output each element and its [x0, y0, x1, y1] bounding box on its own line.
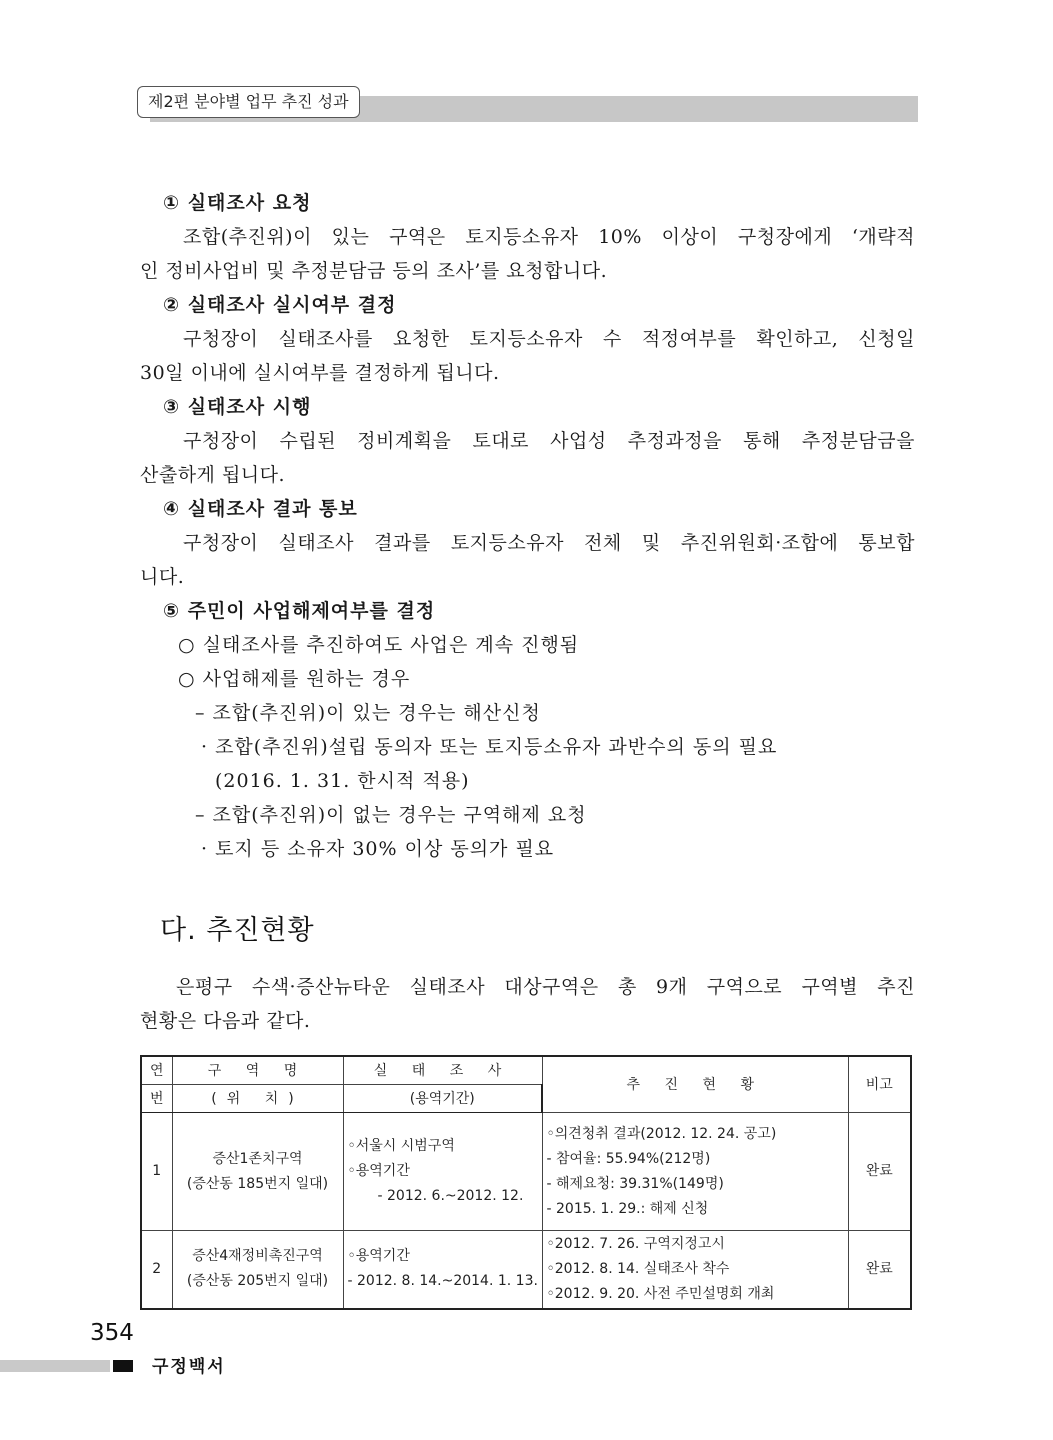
remarks-cell: 완료: [848, 1231, 911, 1309]
progress-line: - 2015. 1. 29.: 해제 신청: [546, 1200, 709, 1217]
step-text: 니다.: [140, 566, 185, 588]
step-text: 구청장이 실태조사 결과를 토지등소유자 전체 및 추진위원회·조합에 통보합: [183, 532, 915, 554]
list-item: – 조합(추진위)이 없는 경우는 구역해제 요청: [195, 804, 587, 826]
progress-line: ◦2012. 7. 26. 구역지정고시: [546, 1235, 725, 1252]
intro-text: 은평구 수색·증산뉴타운 실태조사 대상구역은 총 9개 구역으로 구역별 추진: [176, 976, 915, 998]
step-heading: ① 실태조사 요청: [163, 192, 312, 214]
survey-cell: [343, 1113, 542, 1231]
col-header-location: (위 치): [172, 1085, 343, 1113]
list-item: · 조합(추진위)설립 동의자 또는 토지등소유자 과반수의 동의 필요: [201, 736, 778, 758]
list-item: (2016. 1. 31. 한시적 적용): [215, 770, 470, 792]
progress-line: ◦의견청취 결과(2012. 12. 24. 공고): [546, 1125, 777, 1142]
zone-cell: [172, 1231, 343, 1309]
step-text: 30일 이내에 실시여부를 결정하게 됩니다.: [140, 362, 500, 384]
list-item: – 조합(추진위)이 있는 경우는 해산신청: [195, 702, 541, 724]
list-item: ○ 실태조사를 추진하여도 사업은 계속 진행됨: [178, 634, 580, 656]
step-heading: ③ 실태조사 시행: [163, 396, 312, 418]
row-no: 2: [141, 1231, 172, 1309]
col-header-survey: 실 태 조 사: [343, 1056, 542, 1085]
step-text: 조합(추진위)이 있는 구역은 토지등소유자 10% 이상이 구청장에게 ‘개략적: [183, 226, 915, 248]
book-title: 구정백서: [152, 1357, 226, 1377]
step-text: 산출하게 됩니다.: [140, 464, 286, 486]
progress-line: - 해제요청: 39.31%(149명): [546, 1175, 724, 1192]
table-row: [141, 1113, 911, 1231]
col-header-period: (용역기간): [343, 1085, 542, 1113]
survey-cell: [343, 1231, 542, 1309]
survey-line: ◦용역기간: [347, 1163, 410, 1179]
col-header-no-2: 번: [141, 1085, 172, 1113]
progress-cell: [542, 1231, 848, 1309]
progress-line: - 참여율: 55.94%(212명): [546, 1150, 711, 1167]
zone-cell: [172, 1113, 343, 1231]
chapter-title: 제2편 분야별 업무 추진 성과: [137, 86, 360, 118]
survey-line: - 2012. 6.~2012. 12.: [377, 1188, 524, 1204]
survey-line: ◦서울시 시범구역: [347, 1138, 455, 1154]
zone-name: 증산1존치구역: [212, 1150, 303, 1167]
status-table: [140, 1055, 912, 1310]
col-header-remarks: 비고: [848, 1056, 911, 1113]
zone-name: 증산4재정비촉진구역: [192, 1248, 323, 1265]
progress-line: ◦2012. 9. 20. 사전 주민설명회 개최: [546, 1285, 775, 1302]
row-no: 1: [141, 1113, 172, 1231]
progress-cell: [542, 1113, 848, 1231]
section-intro: [140, 970, 915, 1038]
survey-line: - 2012. 8. 14.~2014. 1. 13.: [347, 1273, 538, 1290]
step-text: 구청장이 수립된 정비계획을 토대로 사업성 추정과정을 통해 추정분담금을: [183, 430, 915, 452]
step-text: 구청장이 실태조사를 요청한 토지등소유자 수 적정여부를 확인하고, 신청일: [183, 328, 915, 350]
remarks-cell: 완료: [848, 1113, 911, 1231]
footer-bar: [0, 1360, 110, 1372]
zone-location: (증산동 185번지 일대): [186, 1175, 329, 1192]
step-text: 인 정비사업비 및 추정분담금 등의 조사’를 요청합니다.: [140, 260, 608, 282]
footer-marker: [113, 1360, 133, 1372]
col-header-progress: 추 진 현 황: [542, 1056, 848, 1113]
table-row: [141, 1231, 911, 1309]
list-item: · 토지 등 소유자 30% 이상 동의가 필요: [201, 838, 555, 860]
procedure-steps: [140, 186, 915, 866]
col-header-no-1: 연: [141, 1056, 172, 1085]
step-heading: ⑤ 주민이 사업해제여부를 결정: [163, 600, 436, 622]
progress-line: ◦2012. 8. 14. 실태조사 착수: [546, 1260, 730, 1277]
page-number: 354: [90, 1320, 134, 1346]
survey-line: ◦용역기간: [347, 1248, 410, 1265]
col-header-zone: 구 역 명: [172, 1056, 343, 1085]
step-heading: ④ 실태조사 결과 통보: [163, 498, 358, 520]
list-item: ○ 사업해제를 원하는 경우: [178, 668, 411, 690]
intro-text: 현황은 다음과 같다.: [140, 1010, 311, 1032]
section-title: 다. 추진현황: [160, 915, 315, 946]
step-heading: ② 실태조사 실시여부 결정: [163, 294, 397, 316]
zone-location: (증산동 205번지 일대): [186, 1273, 329, 1290]
